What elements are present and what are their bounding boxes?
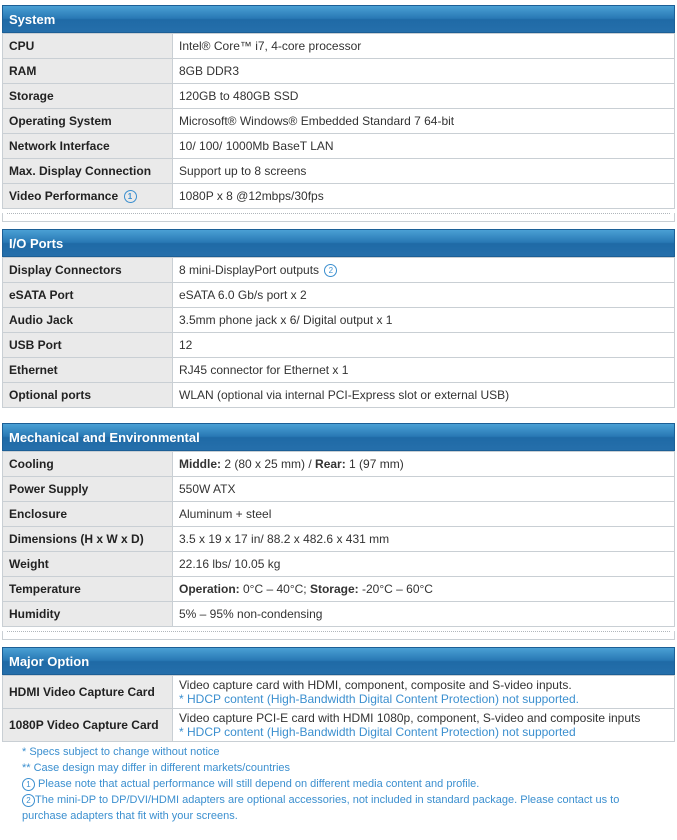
table-row <box>3 709 675 742</box>
table-row <box>3 159 675 184</box>
row-value: Microsoft® Windows® Embedded Standard 7 64-bit <box>173 109 675 134</box>
row-value-cell <box>173 676 675 709</box>
row-label: Storage <box>3 84 173 109</box>
note-marker-1: 1 <box>124 190 137 203</box>
table-row <box>3 134 675 159</box>
row-value: eSATA 6.0 Gb/s port x 2 <box>173 283 675 308</box>
mech-section <box>2 423 675 640</box>
footnote-text: Please note that actual performance will still depend on different media content and profile. <box>35 778 480 790</box>
footnote <box>22 792 642 808</box>
mech-table <box>2 451 675 627</box>
row-value-cell <box>173 258 675 283</box>
cooling-middle-value: 2 (80 x 25 mm) / <box>221 457 316 471</box>
table-row <box>3 527 675 552</box>
major-table <box>2 675 675 742</box>
table-row <box>3 477 675 502</box>
table-row <box>3 59 675 84</box>
system-table <box>2 33 675 209</box>
row-label: Power Supply <box>3 477 173 502</box>
table-row <box>3 283 675 308</box>
cooling-rear-value: 1 (97 mm) <box>345 457 404 471</box>
row-label: Max. Display Connection <box>3 159 173 184</box>
footnotes <box>22 744 642 824</box>
row-value-cell <box>173 577 675 602</box>
row-label: Display Connectors <box>3 258 173 283</box>
footnote: ** Case design may differ in different markets/countries <box>22 762 291 774</box>
footnote-text: The mini-DP to DP/DVI/HDMI adapters are optional accessories, not included in standard package. Please contact us to <box>35 794 620 806</box>
note-marker-2: 2 <box>324 264 337 277</box>
row-label: Video Performance <box>9 188 119 203</box>
row-label: Audio Jack <box>3 308 173 333</box>
cooling-middle-label: Middle: <box>179 457 221 471</box>
section-spacer <box>2 631 675 640</box>
row-value: RJ45 connector for Ethernet x 1 <box>173 358 675 383</box>
table-row <box>3 34 675 59</box>
table-row <box>3 577 675 602</box>
table-row <box>3 84 675 109</box>
row-label: Optional ports <box>3 383 173 408</box>
row-value: 10/ 100/ 1000Mb BaseT LAN <box>173 134 675 159</box>
io-header: I/O Ports <box>2 229 675 257</box>
row-value: 550W ATX <box>173 477 675 502</box>
system-header: System <box>2 5 675 33</box>
temp-operation-label: Operation: <box>179 582 240 596</box>
section-spacer <box>2 213 675 222</box>
table-row <box>3 383 675 408</box>
row-value: Intel® Core™ i7, 4-core processor <box>173 34 675 59</box>
row-value: 3.5 x 19 x 17 in/ 88.2 x 482.6 x 431 mm <box>173 527 675 552</box>
row-label: USB Port <box>3 333 173 358</box>
row-label: CPU <box>3 34 173 59</box>
row-label: Temperature <box>3 577 173 602</box>
row-note: * HDCP content (High-Bandwidth Digital Content Protection) not supported. <box>179 692 579 706</box>
row-value-cell <box>173 452 675 477</box>
row-value: 12 <box>173 333 675 358</box>
mech-header: Mechanical and Environmental <box>2 423 675 451</box>
row-label: HDMI Video Capture Card <box>3 676 173 709</box>
row-value: 120GB to 480GB SSD <box>173 84 675 109</box>
table-row <box>3 258 675 283</box>
table-row <box>3 109 675 134</box>
row-label: Enclosure <box>3 502 173 527</box>
row-label: Dimensions (H x W x D) <box>3 527 173 552</box>
footnote <box>22 776 642 792</box>
cooling-rear-label: Rear: <box>315 457 346 471</box>
row-value: 3.5mm phone jack x 6/ Digital output x 1 <box>173 308 675 333</box>
row-value: Video capture card with HDMI, component, composite and S-video inputs. <box>179 678 572 692</box>
io-table <box>2 257 675 408</box>
table-row <box>3 308 675 333</box>
row-label: Network Interface <box>3 134 173 159</box>
row-label: Humidity <box>3 602 173 627</box>
row-label: Operating System <box>3 109 173 134</box>
major-header: Major Option <box>2 647 675 675</box>
table-row <box>3 602 675 627</box>
row-label: 1080P Video Capture Card <box>3 709 173 742</box>
row-value: Video capture PCI-E card with HDMI 1080p, component, S-video and composite inputs <box>179 711 641 725</box>
row-value: 22.16 lbs/ 10.05 kg <box>173 552 675 577</box>
row-value: WLAN (optional via internal PCI-Express slot or external USB) <box>173 383 675 408</box>
table-row <box>3 552 675 577</box>
row-label: Ethernet <box>3 358 173 383</box>
row-value: 8GB DDR3 <box>173 59 675 84</box>
footnote: * Specs subject to change without notice <box>22 746 220 758</box>
row-label: RAM <box>3 59 173 84</box>
note-marker-1: 1 <box>22 778 35 791</box>
row-label-cell <box>3 184 173 209</box>
footnote: purchase adapters that fit with your screens. <box>22 810 238 822</box>
row-label: Cooling <box>3 452 173 477</box>
temp-storage-value: -20°C – 60°C <box>358 582 433 596</box>
row-value: 8 mini-DisplayPort outputs <box>179 262 320 277</box>
table-row <box>3 358 675 383</box>
major-section <box>2 647 675 742</box>
note-marker-2: 2 <box>22 794 35 807</box>
row-label: Weight <box>3 552 173 577</box>
row-note: * HDCP content (High-Bandwidth Digital Content Protection) not supported <box>179 725 576 739</box>
temp-storage-label: Storage: <box>309 582 359 596</box>
row-value: 1080P x 8 @12mbps/30fps <box>173 184 675 209</box>
table-row <box>3 333 675 358</box>
temp-operation-value: 0°C – 40°C; <box>239 582 310 596</box>
io-section <box>2 229 675 408</box>
row-value: Support up to 8 screens <box>173 159 675 184</box>
table-row <box>3 452 675 477</box>
table-row <box>3 184 675 209</box>
system-section <box>2 5 675 222</box>
table-row <box>3 502 675 527</box>
table-row <box>3 676 675 709</box>
row-value: Aluminum + steel <box>173 502 675 527</box>
row-value: 5% – 95% non-condensing <box>173 602 675 627</box>
row-label: eSATA Port <box>3 283 173 308</box>
row-value-cell <box>173 709 675 742</box>
